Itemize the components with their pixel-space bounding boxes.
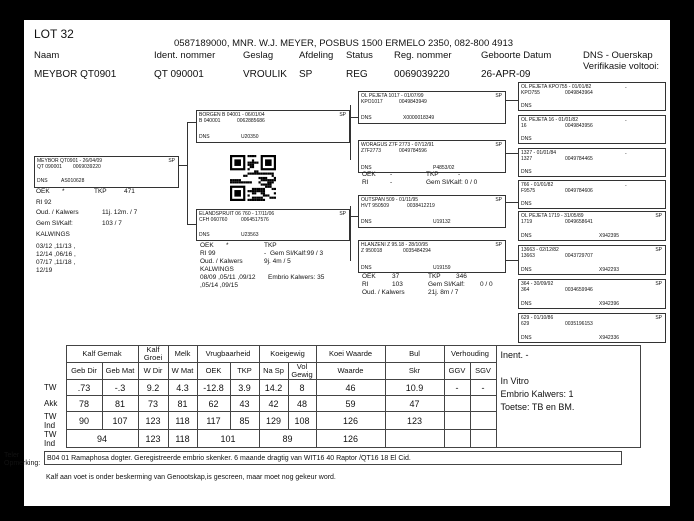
gg6-reg: 0043729707 (565, 253, 593, 259)
cell: 89 (259, 430, 316, 448)
sd-title: WORAGUS Z7F 2773 - 07/12/91 (361, 142, 435, 148)
group-melk: Melk (168, 346, 197, 363)
footer-note: Kalf aan voet is onder beskerming van Genootskap,is gescreen, maar moet nog gekeur word. (46, 474, 336, 481)
gg7-section: SP (655, 281, 662, 287)
dd-dns-value: U19159 (433, 265, 451, 271)
gg5-reg: 0049658641 (565, 219, 593, 225)
gg3-reg: 0049784465 (565, 156, 593, 162)
subject-kalwings-line: 03/12 ,11/13 , (36, 243, 76, 250)
gg7-title: 364 - 30/09/92 (521, 281, 554, 287)
ss-title: OL PEJETA 1017 - 01/07/99 (361, 93, 424, 99)
gg3-dns-label: DNS (521, 169, 532, 175)
gg8-ident: 629 (521, 321, 530, 327)
gg6-title: 13663 - 02/12/82 (521, 247, 559, 253)
dd-title: HLANZENI Z 95.18 - 28/10/95 (361, 242, 428, 248)
connector (350, 105, 351, 160)
col-waarde: Waarde (316, 363, 385, 380)
dam-oud-label: Oud. / Kalwers (200, 258, 243, 265)
sd-gem: Gem SI/Kalf: 0 / 0 (426, 179, 478, 186)
pedigree-gg2-box (518, 115, 666, 144)
cell: 59 (316, 396, 385, 412)
dam-oek-value: * (226, 242, 229, 249)
group-verhouding: Verhouding (444, 346, 496, 363)
cell: 4.3 (168, 380, 197, 396)
col-sgv: SGV (470, 363, 496, 380)
dam-section: SP (339, 211, 346, 217)
label-geboorte: Geboorte Datum (481, 50, 552, 61)
dam-ri: RI 99 (200, 250, 216, 257)
subject-oud-value: 11j. 12m. / 7 (102, 209, 138, 216)
sd-dns-value: P4853/02 (433, 165, 455, 171)
gg6-dns-label: DNS (521, 267, 532, 273)
cell: - (444, 380, 470, 396)
gg8-dns-value: X942336 (599, 335, 620, 341)
gg4-dns-label: DNS (521, 201, 532, 207)
cell (470, 396, 496, 412)
subject-title: MEYBOR QT0901 - 26/04/09 (37, 158, 103, 164)
gg2-ident: 16 (521, 123, 527, 129)
subject-oek-value: * (62, 188, 65, 195)
subject-ri: RI 92 (36, 199, 52, 206)
col-geb-dir: Geb Dir (66, 363, 102, 380)
connector (187, 122, 188, 224)
opmerking-text: B04 01 Ramaphosa dogter. Geregistreerde embrio skenker. 6 maande dragtig van WIT16 40 Raptor /QT16 18 El Cid. (47, 455, 411, 462)
sire-ident: B 040001 (199, 118, 221, 124)
pedigree-gg1-box (518, 82, 666, 111)
dam-gem: Gem SI/Kalf:99 / 3 (270, 250, 324, 257)
ds-dns-value: U19132 (433, 219, 451, 225)
animal-ident: QT 090001 (154, 69, 204, 80)
cell: 90 (66, 412, 102, 430)
label-geslag: Geslag (243, 50, 274, 61)
pedigree-sd-box (358, 140, 506, 173)
dd-gem-label: Gem SI/Kalf: (428, 281, 465, 288)
cell: 126 (316, 412, 385, 430)
subject-oek-label: OEK (36, 188, 50, 195)
dd-oek-value: 37 (392, 273, 400, 280)
col-w-mat: W Mat (168, 363, 197, 380)
subject-gem-value: 103 / 7 (102, 220, 122, 227)
cell: .73 (66, 380, 102, 396)
dam-oek-label: OEK (200, 242, 214, 249)
dam-oud-value: 9j. 4m / 5 (264, 258, 291, 265)
subject-dns-label: DNS (37, 178, 48, 184)
row-label: TW Ind (44, 411, 57, 430)
dam-tkp-value: - (264, 250, 267, 257)
dd-tkp-label: TKP (428, 273, 441, 280)
label-verifikasie: Verifikasie voltooi: (583, 61, 660, 72)
cell: 46 (316, 380, 385, 396)
connector (506, 100, 518, 101)
gg3-ident: 1327 (521, 156, 533, 162)
dam-title: ELANDSPRUIT 06 760 - 17/11/06 (199, 211, 275, 217)
cell: 108 (288, 412, 316, 430)
sd-dns-label: DNS (361, 165, 372, 171)
opmerking-box (44, 451, 622, 465)
gg7-dns-value: X942396 (599, 301, 620, 307)
sire-dns-value: U20350 (241, 134, 259, 140)
connector (350, 206, 351, 261)
subject-oud-label: Oud. / Kalwers (36, 209, 79, 216)
dam-kalwings-line: 08/09 ,05/11 ,09/12 (200, 274, 256, 281)
cell: 78 (66, 396, 102, 412)
cell: - (470, 380, 496, 396)
ss-dns-label: DNS (361, 115, 372, 121)
cell: 48 (288, 396, 316, 412)
connector (179, 165, 187, 166)
dd-section: SP (495, 242, 502, 248)
col-geb-mat: Geb Mat (102, 363, 138, 380)
gg2-dns-value: - (625, 118, 627, 124)
sd-ri-label: RI (362, 179, 369, 186)
pedigree-dam-box (196, 209, 350, 241)
cell: 10.9 (385, 380, 444, 396)
subject-section: SP (168, 158, 175, 164)
lot-number: LOT 32 (34, 27, 74, 41)
gg8-title: 629 - 01/10/86 (521, 315, 554, 321)
row-label: TW (44, 383, 57, 392)
gg4-title: 766 - 01/01/82 (521, 182, 554, 188)
cell: 9.2 (138, 380, 168, 396)
group-kalf-gemak: Kalf Gemak (66, 346, 138, 363)
cell: 47 (385, 396, 444, 412)
label-reg: Reg. nommer (394, 50, 452, 61)
connector (350, 216, 358, 217)
cell: 117 (197, 412, 230, 430)
gg1-reg: 0049843964 (565, 90, 593, 96)
ds-dns-label: DNS (361, 219, 372, 225)
cell: 3.9 (230, 380, 259, 396)
col-vol-gewig: Vol Gewig (288, 363, 316, 380)
cell: 85 (230, 412, 259, 430)
pedigree-sire-box (196, 110, 350, 143)
pedigree-dd-box (358, 240, 506, 273)
dd-ident: Z 950018 (361, 248, 383, 254)
cell: 101 (197, 430, 259, 448)
sire-title: BORGEN B 04001 - 06/01/04 (199, 112, 265, 118)
cell: 118 (168, 412, 197, 430)
label-naam: Naam (34, 50, 60, 61)
dam-dns-value: U23563 (241, 232, 259, 238)
gg3-title: 1327 - 01/01/84 (521, 150, 557, 156)
cell: 81 (102, 396, 138, 412)
gg8-section: SP (655, 315, 662, 321)
dd-gem-value: 0 / 0 (480, 281, 493, 288)
col-ggv: GGV (444, 363, 470, 380)
connector (350, 117, 358, 118)
gg1-title: OL PEJETA KPO755 - 01/01/82 (521, 84, 592, 90)
gg8-dns-label: DNS (521, 335, 532, 341)
dam-dns-label: DNS (199, 232, 210, 238)
cell: 123 (138, 412, 168, 430)
gg6-ident: 13663 (521, 253, 535, 259)
group-koei-waarde: Koei Waarde (316, 346, 385, 363)
gg1-dns-value: - (625, 85, 627, 91)
gg5-title: OL PEJETA 1719 - 31/05/89 (521, 213, 584, 219)
dd-reg: 0035484294 (403, 248, 431, 254)
gg4-ident: F9575 (521, 188, 536, 194)
cell (444, 396, 470, 412)
sd-tkp-value: - (458, 171, 461, 178)
ss-dns-value: X0000018349 (403, 115, 435, 121)
pedigree-gg6-box (518, 245, 666, 275)
connector (187, 224, 196, 225)
subject-kalwings-line: 12/14 ,06/16 , (36, 251, 76, 258)
animal-afdeling: SP (299, 69, 313, 80)
dd-dns-label: DNS (361, 265, 372, 271)
ds-reg: 0038412219 (407, 203, 435, 209)
gg2-reg: 0049843956 (565, 123, 593, 129)
pedigree-gg4-box (518, 180, 666, 209)
label-dns: DNS - Ouerskap (583, 50, 653, 61)
breeder-line: 0587189000, MNR. W.J. MEYER, POSBUS 1500 ERMELO 2350, 082-800 4913 (174, 38, 514, 49)
dam-kalwings-label: KALWINGS (200, 266, 234, 273)
connector (506, 202, 518, 203)
cell: 129 (259, 412, 288, 430)
ds-title: OUTSPAN 509 - 01/11/95 (361, 197, 419, 203)
connector (506, 153, 518, 154)
dd-ri-label: RI (362, 281, 369, 288)
ss-section: SP (495, 93, 502, 99)
dam-tkp-label: TKP (264, 242, 277, 249)
pedigree-gg5-box (518, 211, 666, 241)
pedigree-gg3-box (518, 148, 666, 177)
sd-ri-value: - (390, 179, 393, 186)
subject-reg: 0069039220 (73, 164, 101, 170)
certificate-page (4, 20, 670, 506)
cell (470, 412, 496, 430)
cell: 8 (288, 380, 316, 396)
dd-oud-value: 21j. 8m / 7 (428, 289, 459, 296)
pedigree-gg8-box (518, 313, 666, 343)
pedigree-gg7-box (518, 279, 666, 309)
subject-kalwings-line: 12/19 (36, 267, 53, 274)
toetse-text: Toetse: TB en BM. (500, 402, 575, 412)
subject-gem-label: Gem SI/Kalf: (36, 220, 73, 227)
subject-kalwings-line: 07/17 ,11/18 , (36, 259, 76, 266)
gg5-dns-value: X942395 (599, 233, 620, 239)
gg3-dns-value: - (625, 151, 627, 157)
group-koeigewig: Koeigewig (259, 346, 316, 363)
dam-kalwings-line: ,05/14 ,09/15 (200, 282, 238, 289)
dam-reg: 0064517576 (241, 217, 269, 223)
dam-embrio: Embrio Kalwers: 35 (268, 274, 325, 281)
gg7-dns-label: DNS (521, 301, 532, 307)
connector (506, 260, 518, 261)
gg2-dns-label: DNS (521, 136, 532, 142)
gg4-reg: 0049784606 (565, 188, 593, 194)
cell: -.3 (102, 380, 138, 396)
group-kalf-groei: Kalf Groei (138, 346, 168, 363)
cell: 43 (230, 396, 259, 412)
animal-status: REG (346, 69, 368, 80)
gg6-dns-value: X942293 (599, 267, 620, 273)
cell: 62 (197, 396, 230, 412)
sd-tkp-label: TKP (426, 171, 439, 178)
dd-oek-label: OEK (362, 273, 376, 280)
dd-oud-label: Oud. / Kalwers (362, 289, 405, 296)
dd-ri-value: 103 (392, 281, 403, 288)
gg1-dns-label: DNS (521, 103, 532, 109)
gg8-reg: 0035196153 (565, 321, 593, 327)
cell (444, 412, 470, 430)
group-bul: Bul (385, 346, 444, 363)
cell: 14.2 (259, 380, 288, 396)
animal-geboorte: 26-APR-09 (481, 69, 531, 80)
teler-label: Teler (4, 452, 20, 459)
sire-section: SP (339, 112, 346, 118)
cell: 123 (138, 430, 168, 448)
cell: -12.8 (197, 380, 230, 396)
gg6-section: SP (655, 247, 662, 253)
cell: 123 (385, 412, 444, 430)
gg2-title: OL PEJETA 16 - 01/01/82 (521, 117, 578, 123)
animal-naam: MEYBOR QT0901 (34, 69, 117, 80)
cell: 42 (259, 396, 288, 412)
qr-code (230, 155, 276, 201)
col-skr: Skr (385, 363, 444, 380)
sd-oek-label: OEK (362, 171, 376, 178)
animal-geslag: VROULIK (243, 69, 287, 80)
pedigree-subject-box (34, 156, 179, 188)
cell: 118 (168, 430, 197, 448)
cell: 126 (316, 430, 385, 448)
sire-reg: 0062885686 (237, 118, 265, 124)
col-na-sp: Na Sp (259, 363, 288, 380)
inent-text: Inent. - (500, 350, 529, 360)
col-tkp: TKP (230, 363, 259, 380)
gg7-ident: 364 (521, 287, 530, 293)
subject-tkp-value: 471 (124, 188, 135, 195)
gg5-section: SP (655, 213, 662, 219)
sire-dns-label: DNS (199, 134, 210, 140)
subject-tkp-label: TKP (94, 188, 107, 195)
subject-ident: QT 090001 (37, 164, 62, 170)
performance-table (44, 345, 641, 448)
cell: 107 (102, 412, 138, 430)
sd-ident: Z7F2773 (361, 148, 382, 154)
dd-tkp-value: 346 (456, 273, 467, 280)
subject-dns-value: AS010628 (61, 178, 85, 184)
col-oek: OEK (197, 363, 230, 380)
gg4-dns-value: - (625, 183, 627, 189)
sd-reg: 0049784596 (399, 148, 427, 154)
in-vitro-text: In Vitro (500, 376, 529, 386)
group-vrugbaarheid: Vrugbaarheid (197, 346, 259, 363)
dam-ident: CFH 060760 (199, 217, 228, 223)
cell: 94 (66, 430, 138, 448)
pedigree-ss-box (358, 91, 506, 124)
sd-oek-value: - (390, 171, 393, 178)
connector (187, 122, 196, 123)
sd-section: SP (495, 142, 502, 148)
gg5-ident: 1719 (521, 219, 533, 225)
cell: 81 (168, 396, 197, 412)
row-label: Akk (44, 399, 58, 408)
subject-kalwings-label: KALWINGS (36, 231, 70, 238)
gg5-dns-label: DNS (521, 233, 532, 239)
label-afdeling: Afdeling (299, 50, 334, 61)
ss-reg: 0049843949 (399, 99, 427, 105)
cell: 73 (138, 396, 168, 412)
animal-reg: 0069039220 (394, 69, 450, 80)
gg7-reg: 0034659946 (565, 287, 593, 293)
ds-ident: HVT 950509 (361, 203, 389, 209)
ss-ident: KPO1017 (361, 99, 383, 105)
row-label: TW Ind (44, 429, 57, 448)
label-status: Status (346, 50, 373, 61)
label-ident: Ident. nommer (154, 50, 216, 61)
pedigree-ds-box (358, 195, 506, 228)
ds-section: SP (495, 197, 502, 203)
gg1-ident: KPO755 (521, 90, 540, 96)
col-w-dir: W Dir (138, 363, 168, 380)
opmerking-label: Opmerking: (4, 460, 41, 467)
embrio-kalwers-text: Embrio Kalwers: 1 (500, 389, 574, 399)
